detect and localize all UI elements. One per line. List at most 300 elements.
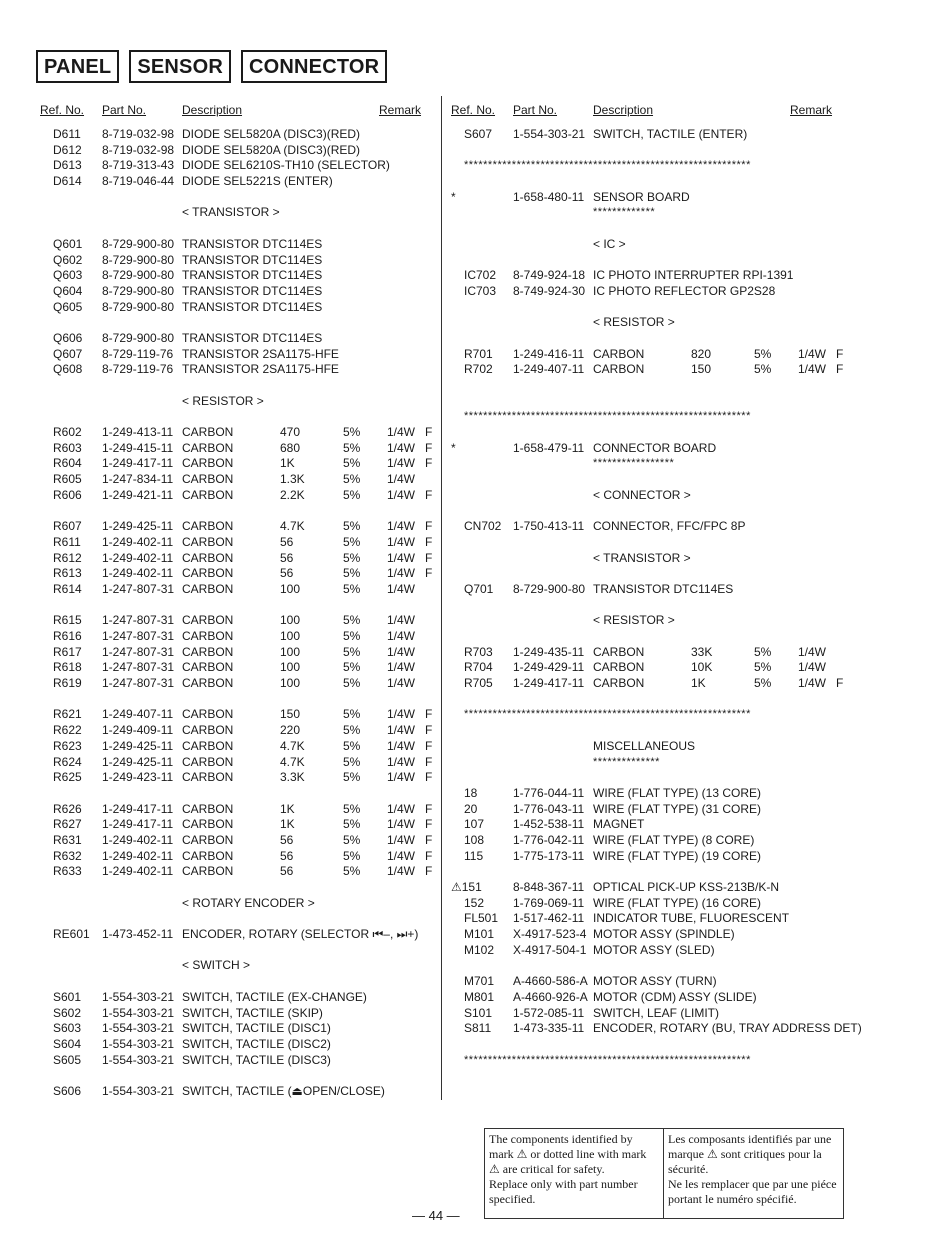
- cell-tolerance: 5%: [343, 817, 361, 832]
- cell-description: < RESISTOR >: [593, 315, 675, 330]
- cell-ref-no: S604: [53, 1036, 82, 1051]
- header-description-right: Description: [593, 103, 654, 117]
- cell-value: 33K: [691, 644, 713, 659]
- parts-row: [0, 676, 950, 692]
- cell-tolerance: 5%: [343, 676, 361, 691]
- cell-ref-no: Q603: [53, 268, 83, 283]
- cell-tolerance: 5%: [754, 644, 772, 659]
- cell-description: SWITCH, TACTILE (DISC3): [182, 1052, 331, 1067]
- cell-tolerance: 5%: [343, 754, 361, 769]
- cell-ref-no: Q701: [464, 581, 494, 596]
- cell-description: *************: [593, 206, 656, 219]
- cell-value: 1K: [280, 456, 295, 471]
- cell-wattage: 1/4W: [387, 550, 416, 565]
- right-parts-list: [0, 127, 950, 1068]
- cell-value: 1K: [280, 801, 295, 816]
- parts-row: [0, 660, 950, 676]
- cell-description: DIODE SEL5820A (DISC3)(RED): [182, 127, 361, 141]
- cell-value: 56: [280, 848, 294, 863]
- notice-en-critical: The components identified by mark ⚠ or dotted line with mark ⚠ are critical for safety.: [489, 1132, 647, 1176]
- cell-part-no: X-4917-523-4: [513, 927, 587, 942]
- cell-wattage: 1/4W: [387, 801, 416, 816]
- cell-ref-no: R705: [464, 676, 493, 691]
- cell-value: 3.3K: [280, 770, 305, 785]
- section-tags: [36, 50, 397, 83]
- parts-row: [0, 974, 950, 990]
- cell-ref-no: R626: [53, 801, 82, 816]
- cell-description: MISCELLANEOUS: [593, 738, 696, 753]
- tag-connector: CONNECTOR: [241, 50, 387, 83]
- cell-description: CARBON: [182, 864, 234, 879]
- cell-part-no: 1-572-085-11: [513, 1005, 585, 1020]
- cell-part-no: 1-247-807-31: [102, 629, 175, 643]
- cell-part-no: 1-247-807-31: [102, 613, 175, 628]
- cell-description: MOTOR ASSY (TURN): [593, 974, 717, 989]
- cell-tolerance: 5%: [343, 848, 361, 863]
- cell-tolerance: 5%: [754, 362, 772, 377]
- cell-part-no: 1-247-807-31: [102, 676, 175, 691]
- cell-ref-no: D613: [53, 158, 82, 173]
- cell-part-no: 1-249-407-11: [513, 362, 585, 377]
- cell-part-no: 1-249-435-11: [513, 644, 585, 659]
- cell-ref-no: *: [451, 440, 456, 455]
- parts-row: [0, 582, 950, 598]
- cell-part-no: 1-554-303-21: [102, 1083, 175, 1098]
- cell-description: SWITCH, TACTILE (EX-CHANGE): [182, 989, 367, 1004]
- cell-tolerance: 5%: [343, 770, 361, 785]
- blank-row: [0, 331, 950, 347]
- cell-tolerance: 5%: [343, 550, 361, 565]
- cell-wattage: 1/4W: [387, 487, 416, 502]
- header-description: Description: [182, 103, 243, 117]
- cell-part-no: 8-749-924-18: [513, 268, 586, 283]
- cell-part-no: 1-249-415-11: [102, 440, 174, 455]
- cell-remark: F: [425, 519, 433, 534]
- cell-description: CONNECTOR, FFC/FPC 8P: [593, 519, 746, 534]
- cell-part-no: 1-249-425-11: [102, 738, 174, 753]
- cell-description: WIRE (FLAT TYPE) (16 CORE): [593, 895, 762, 910]
- cell-wattage: 1/4W: [798, 362, 827, 377]
- parts-row: [0, 456, 950, 472]
- cell-part-no: 1-247-807-31: [102, 660, 175, 675]
- cell-ref-no: R603: [53, 440, 82, 455]
- cell-value: 100: [280, 629, 301, 643]
- cell-value: 220: [280, 723, 301, 738]
- cell-part-no: 1-517-462-11: [513, 911, 585, 926]
- cell-part-no: 8-719-032-98: [102, 127, 175, 141]
- cell-description: CARBON: [182, 644, 234, 659]
- cell-ref-no: *: [451, 189, 456, 204]
- cell-ref-no: IC703: [464, 283, 497, 298]
- blank-row: [0, 425, 950, 441]
- cell-description: < CONNECTOR >: [593, 487, 691, 502]
- cell-description: CARBON: [182, 487, 234, 502]
- cell-ref-no: Q605: [53, 299, 83, 314]
- cell-ref-no: RE601: [53, 927, 90, 942]
- cell-ref-no: S101: [464, 1005, 493, 1020]
- cell-part-no: 1-249-417-11: [102, 456, 174, 471]
- cell-tolerance: 5%: [754, 676, 772, 691]
- cell-value: 150: [691, 362, 712, 377]
- cell-part-no: 1-249-417-11: [513, 676, 585, 691]
- cell-description: SWITCH, TACTILE (DISC2): [182, 1036, 331, 1051]
- cell-part-no: 8-749-924-30: [513, 283, 586, 298]
- cell-part-no: 8-729-900-80: [102, 299, 175, 314]
- blank-row: [0, 723, 950, 739]
- cell-value: 4.7K: [280, 754, 305, 769]
- cell-ref-no: R624: [53, 754, 82, 769]
- cell-part-no: 1-249-417-11: [102, 817, 174, 832]
- cell-description: CARBON: [593, 660, 645, 675]
- blank-row: [0, 221, 950, 237]
- cell-tolerance: 5%: [343, 472, 361, 487]
- cell-value: 470: [280, 425, 301, 440]
- cell-description: INDICATOR TUBE, FLUORESCENT: [593, 911, 790, 926]
- parts-row: [0, 849, 950, 865]
- cell-description: CARBON: [593, 346, 645, 361]
- cell-remark: F: [425, 723, 433, 738]
- parts-row: [0, 896, 950, 912]
- cell-description: MOTOR ASSY (SPINDLE): [593, 927, 735, 942]
- cell-part-no: 1-249-402-11: [102, 832, 174, 847]
- cell-wattage: 1/4W: [387, 754, 416, 769]
- cell-description: CARBON: [182, 472, 234, 487]
- cell-remark: F: [425, 770, 433, 785]
- blank-row: [0, 300, 950, 316]
- cell-description: SWITCH, TACTILE (SKIP): [182, 1005, 323, 1020]
- cell-description: CARBON: [182, 770, 234, 785]
- cell-ref-no: Q607: [53, 346, 83, 361]
- cell-tolerance: 5%: [343, 487, 361, 502]
- cell-value: 100: [280, 676, 301, 691]
- cell-ref-no: S606: [53, 1083, 82, 1098]
- parts-row: [0, 817, 950, 833]
- cell-part-no: 1-554-303-21: [102, 989, 175, 1004]
- cell-value: 56: [280, 566, 294, 581]
- cell-part-no: 8-729-900-80: [102, 330, 175, 345]
- cell-part-no: 1-776-042-11: [513, 832, 585, 847]
- separator-stars: ************************************************************: [464, 1053, 751, 1066]
- cell-tolerance: 5%: [754, 660, 772, 675]
- cell-part-no: 1-658-480-11: [513, 189, 585, 204]
- cell-ref-no: R621: [53, 707, 82, 722]
- tag-sensor: SENSOR: [129, 50, 231, 83]
- cell-ref-no: S603: [53, 1021, 82, 1036]
- cell-wattage: 1/4W: [387, 676, 416, 691]
- cell-part-no: A-4660-586-A: [513, 974, 588, 989]
- cell-description: MAGNET: [593, 817, 645, 832]
- cell-ref-no: R614: [53, 581, 82, 596]
- cell-wattage: 1/4W: [387, 738, 416, 753]
- blank-row: [0, 1037, 950, 1053]
- cell-description: SWITCH, TACTILE (ENTER): [593, 127, 748, 141]
- cell-part-no: 1-554-303-21: [102, 1005, 175, 1020]
- parts-row: [0, 943, 950, 959]
- parts-row: [0, 927, 950, 943]
- cell-description: OPTICAL PICK-UP KSS-213B/K-N: [593, 880, 780, 894]
- cell-part-no: 1-249-421-11: [102, 487, 174, 502]
- cell-part-no: 8-848-367-11: [513, 880, 585, 894]
- cell-description: SENSOR BOARD: [593, 189, 690, 204]
- cell-description: TRANSISTOR DTC114ES: [182, 268, 323, 283]
- cell-remark: F: [425, 566, 433, 581]
- blank-row: [0, 504, 950, 520]
- header-part-no: Part No.: [102, 103, 147, 117]
- parts-row: [0, 347, 950, 363]
- cell-ref-no: FL501: [464, 911, 499, 926]
- header-remark-right: Remark: [790, 103, 833, 117]
- cell-part-no: 1-249-402-11: [102, 848, 174, 863]
- cell-remark: F: [425, 440, 433, 455]
- cell-ref-no: R602: [53, 425, 82, 440]
- parts-row: [0, 786, 950, 802]
- cell-ref-no: S607: [464, 127, 493, 141]
- parts-row: [0, 1021, 950, 1037]
- cell-part-no: 1-249-416-11: [513, 346, 585, 361]
- cell-remark: F: [425, 832, 433, 847]
- cell-ref-no: R625: [53, 770, 82, 785]
- cell-part-no: 1-249-402-11: [102, 550, 174, 565]
- cell-remark: F: [425, 754, 433, 769]
- cell-part-no: 1-554-303-21: [102, 1036, 175, 1051]
- cell-value: 820: [691, 346, 712, 361]
- cell-description: WIRE (FLAT TYPE) (8 CORE): [593, 832, 755, 847]
- cell-description: CARBON: [182, 629, 234, 643]
- cell-part-no: 1-776-044-11: [513, 785, 585, 800]
- cell-part-no: 1-452-538-11: [513, 817, 585, 832]
- cell-description: CARBON: [182, 581, 234, 596]
- cell-value: 100: [280, 581, 301, 596]
- cell-ref-no: R604: [53, 456, 82, 471]
- notice-en-replace: Replace only with part number specified.: [489, 1177, 638, 1206]
- separator-stars: ************************************************************: [464, 159, 751, 172]
- cell-part-no: 8-729-900-80: [102, 268, 175, 283]
- cell-wattage: 1/4W: [387, 425, 416, 440]
- cell-description: ENCODER, ROTARY (SELECTOR ⏮–, ⏭+): [182, 927, 419, 942]
- cell-ref-no: R611: [53, 534, 81, 549]
- cell-tolerance: 5%: [343, 832, 361, 847]
- blank-row: [0, 394, 950, 410]
- cell-ref-no: R623: [53, 738, 82, 753]
- header-part-no-right: Part No.: [513, 103, 558, 117]
- cell-wattage: 1/4W: [387, 629, 416, 643]
- cell-ref-no: 107: [464, 817, 485, 832]
- parts-row: [0, 990, 950, 1006]
- cell-ref-no: Q601: [53, 236, 83, 251]
- cell-description: SWITCH, TACTILE (⏏OPEN/CLOSE): [182, 1083, 385, 1098]
- cell-description: MOTOR ASSY (SLED): [593, 942, 715, 957]
- cell-part-no: 8-729-900-80: [102, 252, 175, 267]
- cell-value: 2.2K: [280, 487, 305, 502]
- cell-part-no: 1-249-402-11: [102, 534, 174, 549]
- notice-fr-replace: Ne les remplacer que par une piéce portant le numéro spécifié.: [668, 1177, 837, 1206]
- cell-value: 1K: [280, 817, 295, 832]
- cell-description: IC PHOTO REFLECTOR GP2S28: [593, 283, 776, 298]
- cell-ref-no: R701: [464, 346, 493, 361]
- cell-value: 680: [280, 440, 301, 455]
- cell-wattage: 1/4W: [387, 472, 416, 487]
- parts-row: [0, 190, 950, 206]
- blank-row: [0, 598, 950, 614]
- cell-ref-no: R615: [53, 613, 82, 628]
- parts-row: [0, 409, 950, 425]
- parts-row: [0, 1053, 950, 1069]
- header-ref-no: Ref. No.: [40, 103, 85, 117]
- cell-wattage: 1/4W: [798, 346, 827, 361]
- cell-ref-no: R607: [53, 519, 82, 534]
- cell-tolerance: 5%: [343, 629, 361, 643]
- cell-remark: F: [425, 864, 433, 879]
- cell-tolerance: 5%: [343, 519, 361, 534]
- cell-tolerance: 5%: [343, 738, 361, 753]
- cell-tolerance: 5%: [343, 707, 361, 722]
- cell-tolerance: 5%: [343, 440, 361, 455]
- cell-part-no: A-4660-926-A: [513, 989, 588, 1004]
- safety-notice: [484, 1128, 844, 1219]
- blank-row: [0, 770, 950, 786]
- cell-ref-no: D611: [53, 127, 81, 141]
- cell-wattage: 1/4W: [387, 832, 416, 847]
- cell-value: 56: [280, 550, 294, 565]
- cell-description: DIODE SEL6210S-TH10 (SELECTOR): [182, 158, 390, 173]
- cell-remark: F: [425, 487, 433, 502]
- cell-part-no: 8-729-119-76: [102, 362, 174, 377]
- cell-ref-no: 20: [464, 801, 478, 816]
- cell-value: 100: [280, 613, 301, 628]
- parts-row: [0, 911, 950, 927]
- cell-description: CARBON: [182, 817, 234, 832]
- cell-ref-no: R612: [53, 550, 82, 565]
- parts-row: [0, 519, 950, 535]
- cell-ref-no: R619: [53, 676, 82, 691]
- blank-row: [0, 566, 950, 582]
- cell-description: TRANSISTOR DTC114ES: [182, 252, 323, 267]
- cell-value: 56: [280, 832, 294, 847]
- cell-wattage: 1/4W: [387, 613, 416, 628]
- cell-part-no: 1-776-043-11: [513, 801, 585, 816]
- cell-part-no: 8-729-900-80: [513, 581, 586, 596]
- cell-part-no: X-4917-504-1: [513, 942, 587, 957]
- cell-wattage: 1/4W: [387, 660, 416, 675]
- cell-part-no: 1-249-425-11: [102, 519, 174, 534]
- cell-remark: F: [425, 456, 433, 471]
- cell-tolerance: 5%: [754, 346, 772, 361]
- cell-ref-no: IC702: [464, 268, 497, 283]
- cell-value: 4.7K: [280, 738, 305, 753]
- cell-value: 56: [280, 864, 294, 879]
- cell-remark: F: [836, 676, 844, 691]
- cell-description: ENCODER, ROTARY (BU, TRAY ADDRESS DET): [593, 1021, 862, 1036]
- cell-wattage: 1/4W: [387, 566, 416, 581]
- cell-ref-no: S811: [464, 1021, 492, 1036]
- blank-row: [0, 378, 950, 394]
- parts-row: [0, 315, 950, 331]
- cell-part-no: 1-249-407-11: [102, 707, 174, 722]
- cell-description: DIODE SEL5820A (DISC3)(RED): [182, 142, 361, 157]
- cell-tolerance: 5%: [343, 660, 361, 675]
- cell-part-no: 1-247-834-11: [102, 472, 174, 487]
- cell-part-no: 1-554-303-21: [513, 127, 586, 141]
- cell-description: < TRANSISTOR >: [593, 550, 691, 565]
- cell-ref-no: S601: [53, 989, 82, 1004]
- cell-ref-no: R703: [464, 644, 493, 659]
- blank-row: [0, 692, 950, 708]
- cell-part-no: 1-249-413-11: [102, 425, 174, 440]
- cell-description: SWITCH, TACTILE (DISC1): [182, 1021, 331, 1036]
- cell-ref-no: R627: [53, 817, 82, 832]
- tag-panel: PANEL: [36, 50, 119, 83]
- cell-part-no: 1-554-303-21: [102, 1021, 175, 1036]
- cell-ref-no: Q608: [53, 362, 83, 377]
- cell-description: SWITCH, LEAF (LIMIT): [593, 1005, 719, 1020]
- cell-part-no: 1-249-423-11: [102, 770, 174, 785]
- cell-ref-no: 115: [464, 848, 484, 863]
- cell-remark: F: [836, 362, 844, 377]
- cell-part-no: 1-658-479-11: [513, 440, 585, 455]
- cell-part-no: 1-249-409-11: [102, 723, 174, 738]
- cell-ref-no: R618: [53, 660, 82, 675]
- cell-ref-no: M102: [464, 942, 495, 957]
- cell-ref-no: Q602: [53, 252, 83, 267]
- cell-description: CARBON: [182, 550, 234, 565]
- cell-wattage: 1/4W: [387, 456, 416, 471]
- cell-ref-no: CN702: [464, 519, 502, 534]
- cell-description: CARBON: [182, 801, 234, 816]
- parts-row: [0, 1084, 440, 1100]
- cell-description: CARBON: [182, 660, 234, 675]
- cell-part-no: 1-249-402-11: [102, 864, 174, 879]
- cell-description: CARBON: [593, 362, 645, 377]
- cell-description: CARBON: [182, 566, 234, 581]
- parts-row: [0, 284, 950, 300]
- cell-wattage: 1/4W: [798, 676, 827, 691]
- cell-description: WIRE (FLAT TYPE) (31 CORE): [593, 801, 762, 816]
- cell-ref-no: R632: [53, 848, 82, 863]
- cell-remark: F: [425, 707, 433, 722]
- cell-description: CARBON: [182, 440, 234, 455]
- cell-ref-no: R622: [53, 723, 82, 738]
- cell-part-no: 1-249-417-11: [102, 801, 174, 816]
- cell-description: MOTOR (CDM) ASSY (SLIDE): [593, 989, 757, 1004]
- cell-value: 1.3K: [280, 472, 305, 487]
- cell-part-no: 8-729-900-80: [102, 236, 175, 251]
- cell-ref-no: R704: [464, 660, 493, 675]
- cell-part-no: 1-750-413-11: [513, 519, 585, 534]
- cell-description: CARBON: [182, 519, 234, 534]
- cell-ref-no: R605: [53, 472, 82, 487]
- cell-value: 1K: [691, 676, 706, 691]
- cell-ref-no: R613: [53, 566, 82, 581]
- parts-row: [0, 739, 950, 755]
- header-ref-no-right: Ref. No.: [451, 103, 496, 117]
- cell-description: **************: [593, 755, 660, 768]
- cell-description: CARBON: [182, 707, 234, 722]
- cell-value: 150: [280, 707, 301, 722]
- cell-description: TRANSISTOR 2SA1175-HFE: [182, 362, 339, 377]
- parts-row: [0, 237, 950, 253]
- cell-description: < IC >: [593, 236, 626, 251]
- cell-description: CARBON: [593, 644, 645, 659]
- cell-description: < TRANSISTOR >: [182, 205, 280, 220]
- cell-description: CARBON: [182, 723, 234, 738]
- blank-row: [0, 958, 950, 974]
- parts-row: [0, 488, 950, 504]
- cell-tolerance: 5%: [343, 566, 361, 581]
- separator-stars: ************************************************************: [464, 410, 751, 423]
- cell-ref-no: R633: [53, 864, 82, 879]
- notice-fr-critical: Les composants identifiés par une marque ⚠ sont critiques pour la sécurité.: [668, 1132, 832, 1176]
- cell-description: TRANSISTOR 2SA1175-HFE: [182, 346, 339, 361]
